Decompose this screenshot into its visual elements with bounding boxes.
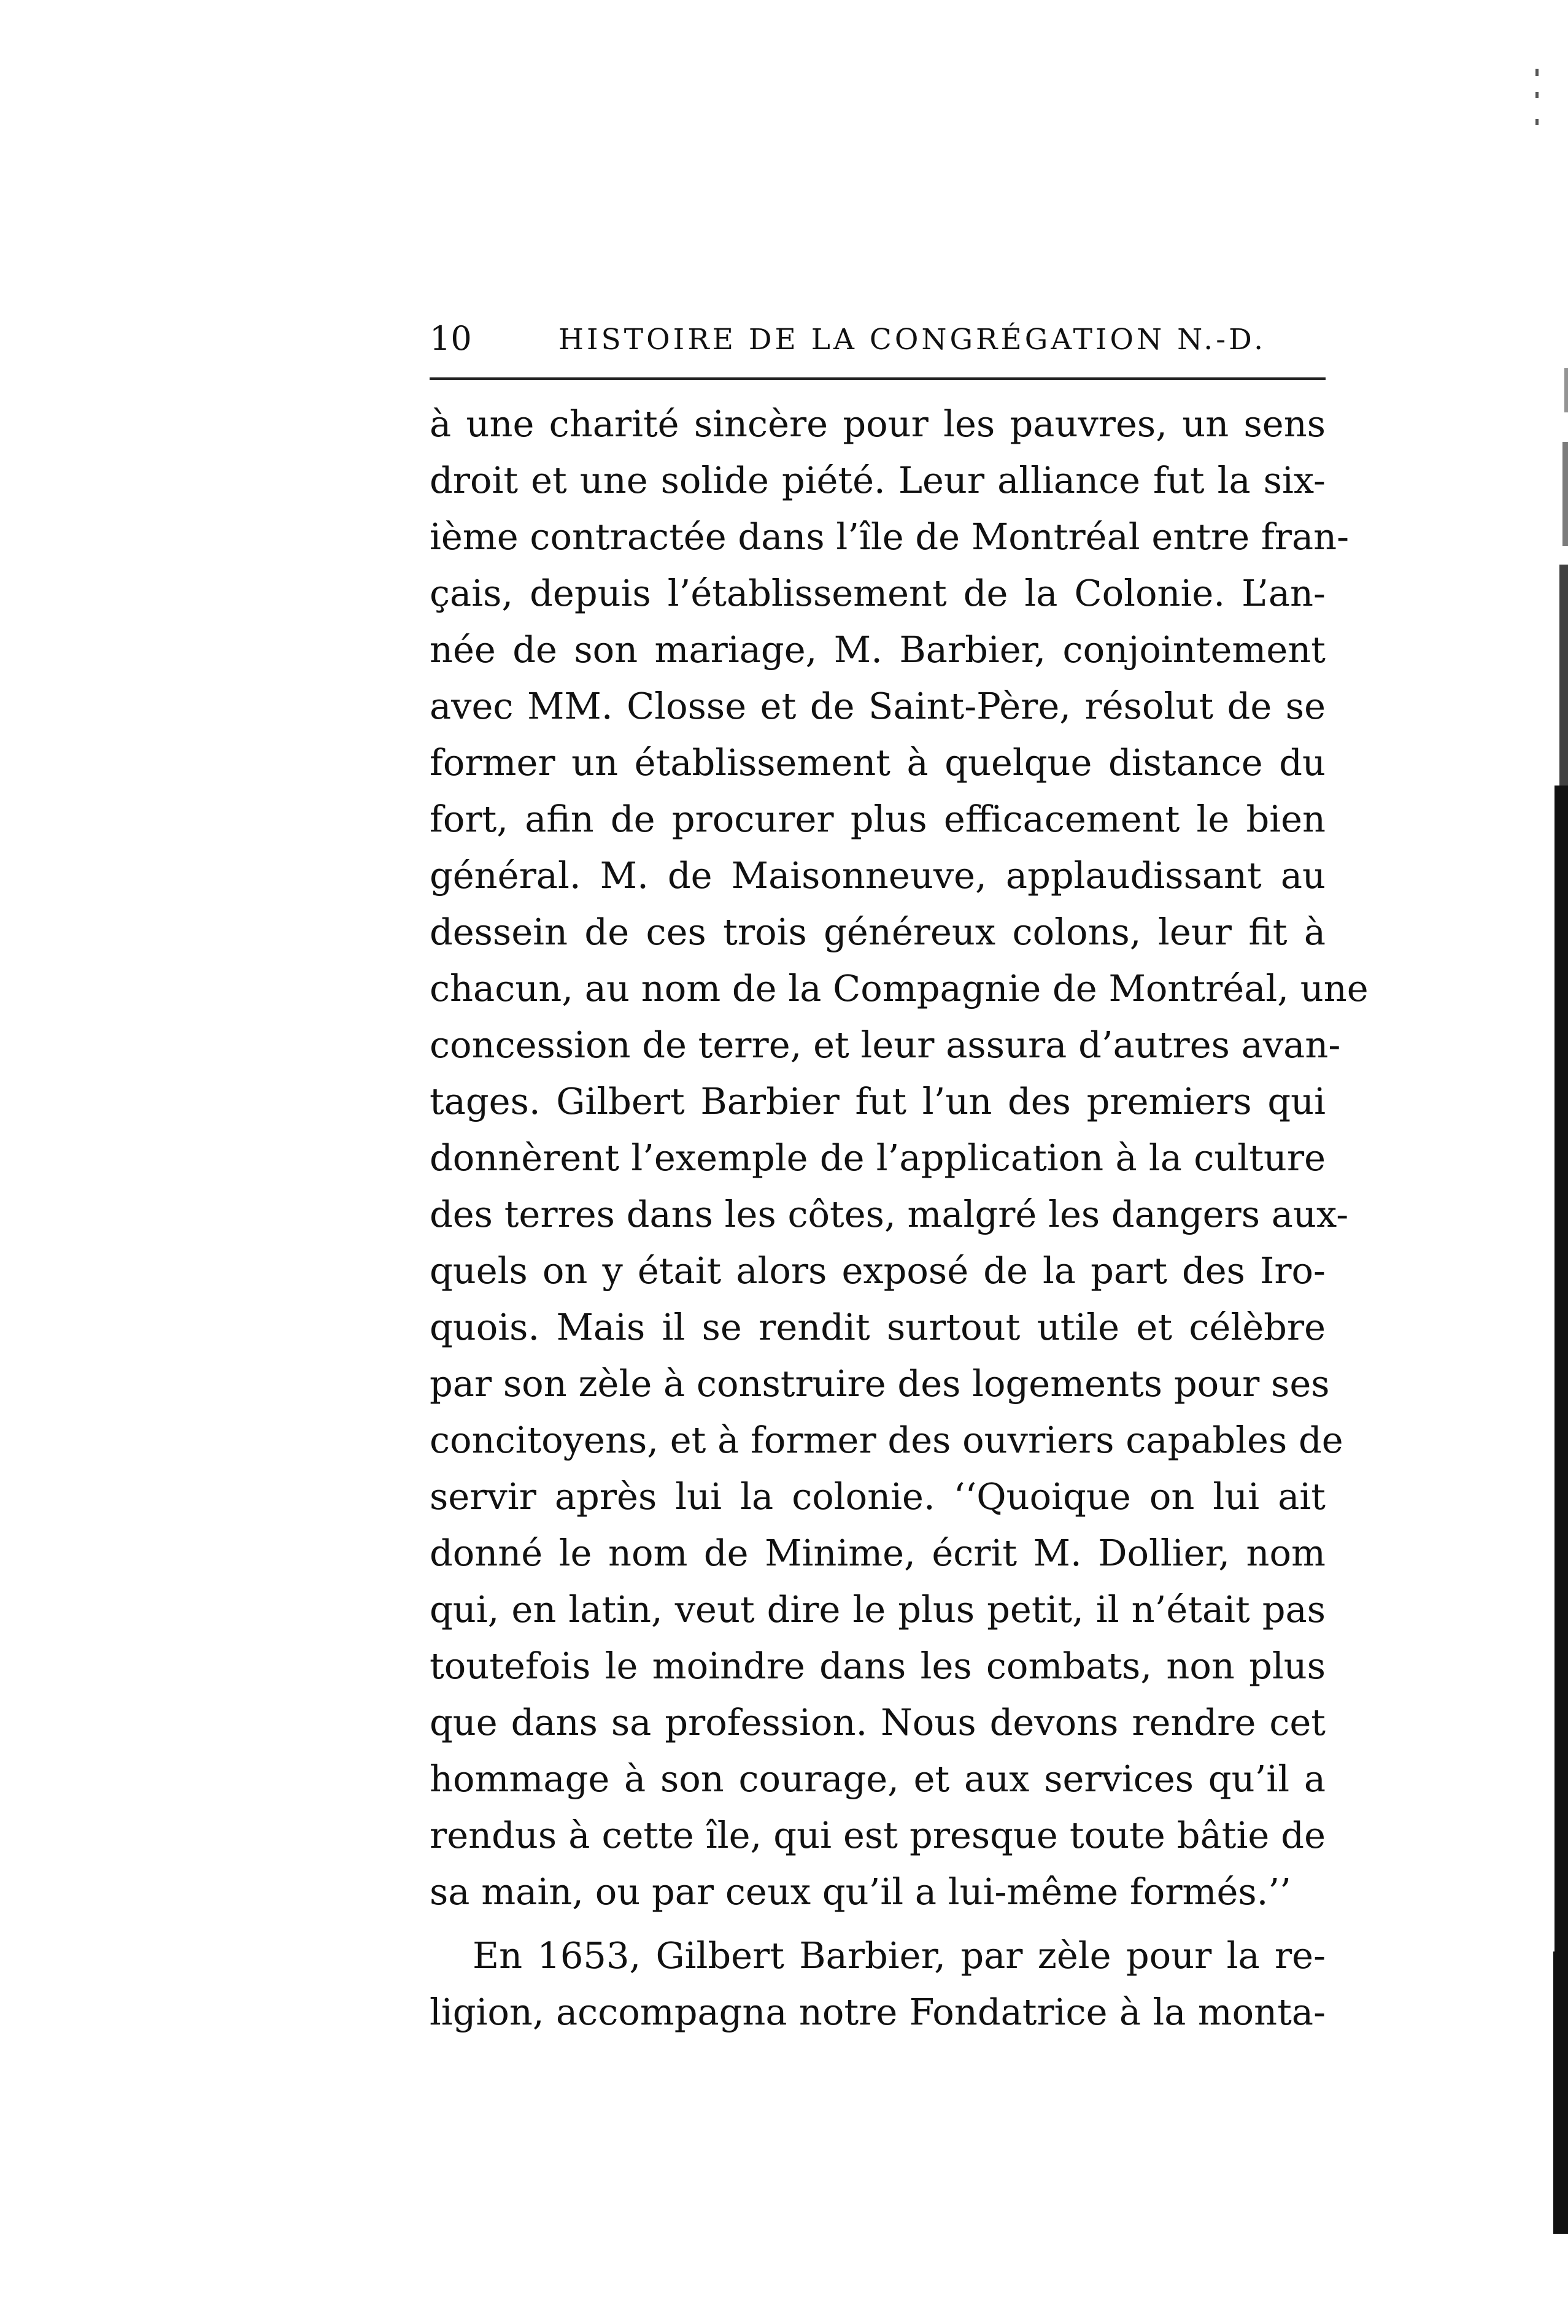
scan-edge-shadow [1559,565,1568,786]
text-line: fort, afin de procurer plus efficacement le bien [430,798,1326,840]
text-line: chacun, au nom de la Compagnie de Montréal, une [430,967,1369,1010]
page-number: 10 [430,319,472,358]
text-line: par son zèle à construire des logements pour ses [430,1362,1330,1405]
text-line: née de son mariage, M. Barbier, conjointement [430,628,1326,671]
page-header [430,319,1326,368]
text-line: concitoyens, et à former des ouvriers capables de [430,1419,1343,1461]
text-line: que dans sa profession. Nous devons rendre cet [430,1701,1326,1743]
text-line: dessein de ces trois généreux colons, leur fit à [430,911,1326,953]
text-line: former un établissement à quelque distance du [430,741,1326,784]
text-line: toutefois le moindre dans les combats, non plus [430,1645,1326,1687]
text-line: qui, en latin, veut dire le plus petit, il n’était pas [430,1588,1326,1631]
running-title: HISTOIRE DE LA CONGRÉGATION N.-D. [558,323,1267,357]
text-line: servir après lui la colonie. ‘‘Quoique on lui ait [430,1475,1326,1518]
text-line: à une charité sincère pour les pauvres, un sens [430,403,1326,445]
text-line: tages. Gilbert Barbier fut l’un des premiers qui [430,1080,1326,1122]
scan-edge-specks [1535,69,1539,152]
text-line: ligion, accompagna notre Fondatrice à la monta- [430,1991,1326,2033]
text-line: donné le nom de Minime, écrit M. Dollier, nom [430,1532,1326,1574]
scan-edge-shadow [1562,442,1568,546]
text-line: quois. Mais il se rendit surtout utile et célèbre [430,1306,1326,1348]
paragraph-start-line: En 1653, Gilbert Barbier, par zèle pour la re- [473,1934,1326,1977]
text-line: çais, depuis l’établissement de la Colonie. L’an- [430,572,1326,614]
scan-edge-shadow [1553,1951,1568,2234]
scan-edge-shadow [1554,786,1568,1951]
scan-edge-shadow [1564,368,1568,412]
text-line: rendus à cette île, qui est presque toute bâtie de [430,1814,1326,1856]
text-line: général. M. de Maisonneuve, applaudissant au [430,854,1326,897]
text-line: ième contractée dans l’île de Montréal entre fran- [430,515,1350,558]
text-line: sa main, ou par ceux qu’il a lui-même formés.’’ [430,1870,1291,1913]
text-line: donnèrent l’exemple de l’application à la culture [430,1137,1326,1179]
text-line: quels on y était alors exposé de la part des Iro- [430,1249,1326,1292]
text-line: hommage à son courage, et aux services qu’il a [430,1758,1326,1800]
text-line: concession de terre, et leur assura d’autres avan- [430,1024,1341,1066]
text-line: avec MM. Closse et de Saint-Père, résolut de se [430,685,1326,727]
text-line: des terres dans les côtes, malgré les dangers aux- [430,1193,1349,1235]
header-rule [430,377,1326,380]
text-line: droit et une solide piété. Leur alliance fut la six- [430,459,1326,501]
